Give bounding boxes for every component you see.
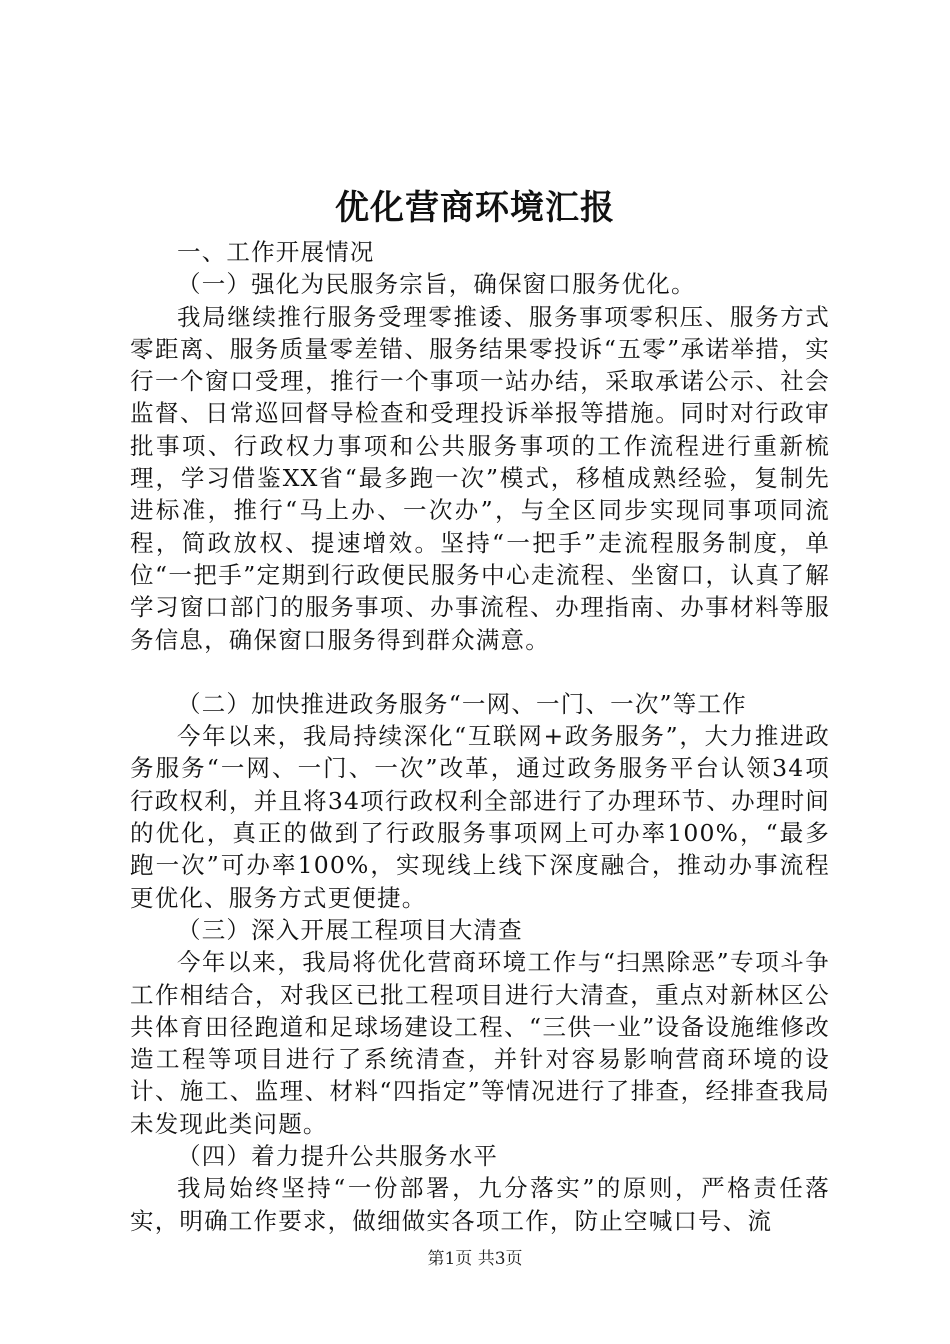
subsection-heading: （二）加快推进政务服务“一网、一门、一次”等工作 xyxy=(177,689,747,718)
body-paragraph: 今年以来，我局持续深化“互联网+政务服务”，大力推进政务服务“一网、一门、一次”改革，通过政务服务平台认领34项行政权利，并且将34项行政权利全部进行了办理环节、办理时间的优化，真正的做到了行政服务事项网上可办率100%，“最多跑一次”可办率100%，实现线上线下深度融合，推动办事流程更优化、服务方式更便捷。 xyxy=(130,722,830,912)
body-paragraph: 今年以来，我局将优化营商环境工作与“扫黑除恶”专项斗争工作相结合，对我区已批工程项目进行大清查，重点对新林区公共体育田径跑道和足球场建设工程、“三供一业”设备设施维修改造工程等项目进行了系统清查，并针对容易影响营商环境的设计、施工、监理、材料“四指定”等情况进行了排查，经排查我局未发现此类问题。 xyxy=(130,948,830,1138)
body-paragraph: 我局始终坚持“一份部署，九分落实”的原则，严格责任落实，明确工作要求，做细做实各项工作，防止空喊口号、流 xyxy=(130,1174,830,1235)
subsection-heading: （一）强化为民服务宗旨，确保窗口服务优化。 xyxy=(177,270,696,299)
document-title: 优化营商环境汇报 xyxy=(335,188,615,228)
section-heading: 一、工作开展情况 xyxy=(177,238,375,266)
document-body xyxy=(130,236,830,1237)
subsection-heading: （四）着力提升公共服务水平 xyxy=(177,1142,499,1171)
subsection-heading: （三）深入开展工程项目大清查 xyxy=(177,915,523,944)
body-paragraph: 我局继续推行服务受理零推诿、服务事项零积压、服务方式零距离、服务质量零差错、服务结果零投诉“五零”承诺举措，实行一个窗口受理，推行一个事项一站办结，采取承诺公示、社会监督、日常巡回督导检查和受理投诉举报等措施。同时对行政审批事项、行政权力事项和公共服务事项的工作流程进行重新梳理，学习借鉴XX省“最多跑一次”模式，移植成熟经验，复制先进标准，推行“马上办、一次办”，与全区同步实现同事项同流程，简政放权、提速增效。坚持“一把手”走流程服务制度，单位“一把手”定期到行政便民服务中心走流程、坐窗口，认真了解学习窗口部门的服务事项、办事流程、办理指南、办事材料等服务信息，确保窗口服务得到群众满意。 xyxy=(130,302,830,654)
page-footer: 第1页 共3页 xyxy=(427,1249,523,1269)
